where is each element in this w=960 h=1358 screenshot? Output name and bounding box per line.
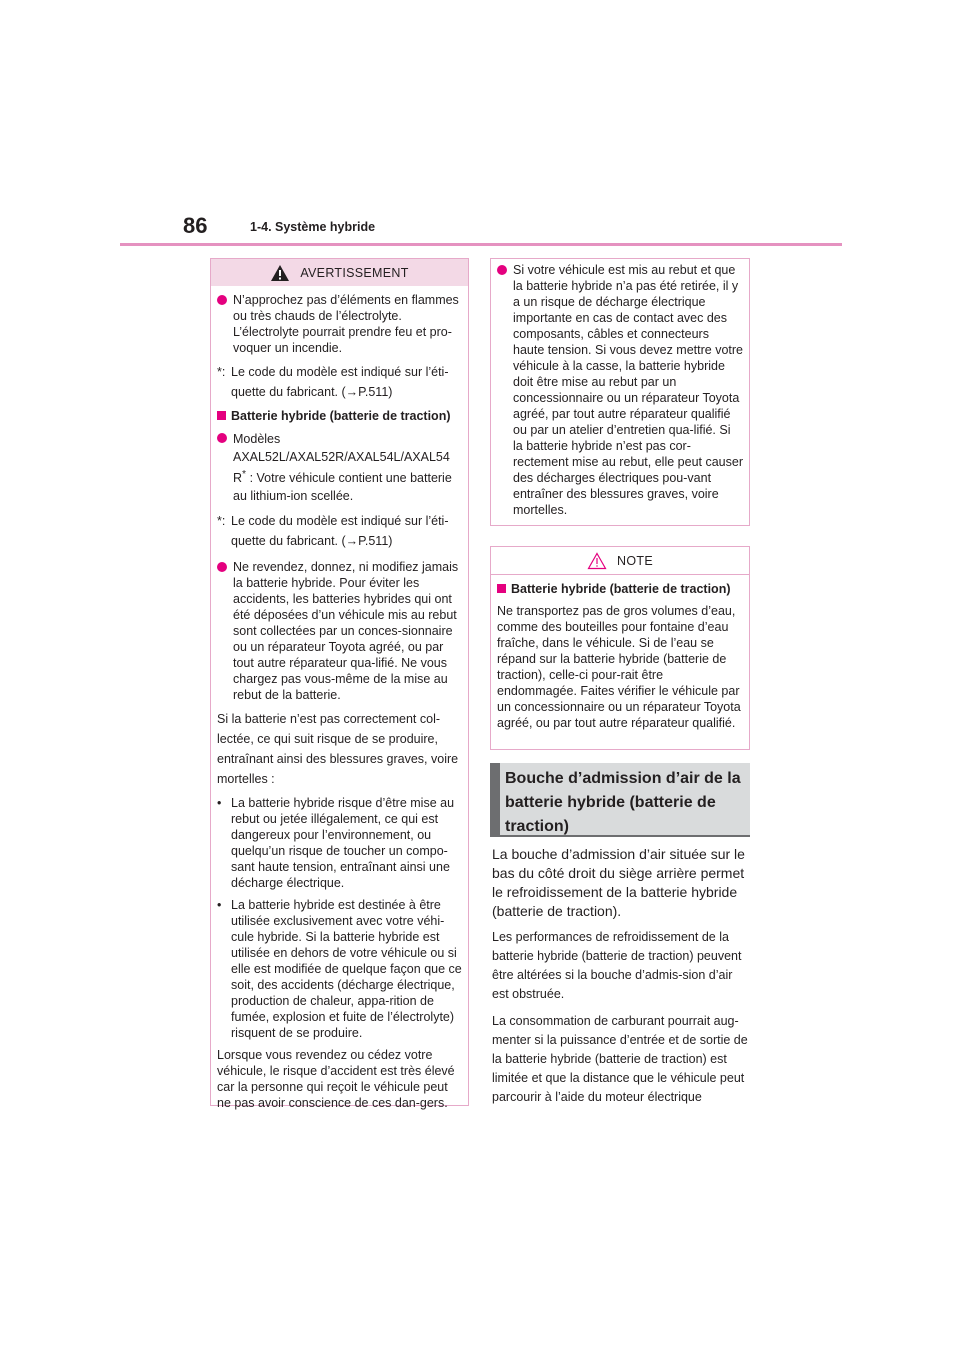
heading-bar [490,763,500,835]
list-item [217,430,462,505]
list-item-text [233,430,462,505]
square-bullet-icon [217,411,226,420]
note-box-title: NOTE [617,553,653,568]
dash-mark: • [217,898,222,913]
paragraph: Les performances de refroidissement de la batterie hybride (batterie de traction) peuvent être altérées si la bouche d’admis-sion d’air est obstruée. [492,930,742,1001]
paragraph: Si la batterie n’est pas correctement col-lectée, ce qui suit risque de se produire, entraînant ainsi des blessures graves, voire mortelles : [217,712,459,787]
list-item-text: La batterie hybride risque d’être mise au rebut ou jetée illégalement, ce qui est dangereux pour l’environnement, ou quelqu’un risque de toucher un compo-sant haute tension, entraînant ainsi une décharge électrique. [231,796,455,891]
note-box-header [491,547,749,575]
warning-box-header [211,259,468,286]
warning-continued-box [490,258,750,526]
subheading-text: Batterie hybride (batterie de traction) [231,409,451,423]
paragraph: La consommation de carburant pourrait aug-menter si la puissance d’entrée et de sortie de la batterie hybride (batterie de traction) est limitée et que la distance que le véhicule peut parcourir à l’aide du moteur électrique [492,1014,748,1104]
header-rule [120,243,842,246]
list-item-text: N’approchez pas d’éléments en flammes ou très chauds de l’électrolyte. L’électrolyte pourrait prendre feu et pro-voquer un incendie. [233,293,459,355]
bullet-icon [217,433,227,443]
list-item-text: Si votre véhicule est mis au rebut et que la batterie hybride n’a pas été retirée, il y a un risque de décharge électrique importante en cas de contact avec des composants, câbles et connecteurs haute tension. Si vous devez mettre votre véhicule à la casse, la batterie hybride doit être mise au rebut par un concessionnaire ou un réparateur Toyota agréé, par tout autre réparateur qualifié ou par un atelier d’entretien qua-lifié. Si la batterie hybride n’est pas cor-rectement mise au rebut, elle peut causer des décharges électriques pou-vant entraîner des blessures graves, voire mortelles. [513,263,743,517]
paragraph: Ne transportez pas de gros volumes d’eau, comme des bouteilles pour fontaine d’eau fraîche, dans le véhicule. Si de l’eau se répand sur la batterie hybride (batterie de traction), celle-ci pour-rait être endommagée. Faites vérifier le véhicule par un concessionnaire ou un réparateur Toyota agréé, ou par tout autre réparateur qualifié. [497,604,741,730]
note-box [490,546,750,750]
list-item-continuation: : Votre véhicule contient une batterie au lithium-ion scellée. [233,471,452,504]
subheading [217,408,462,424]
square-bullet-icon [497,584,506,593]
list-item [497,262,743,518]
list-item [217,795,462,891]
paragraph: Lorsque vous revendez ou cédez votre véhicule, le risque d’accident est très élevé car la personne qui reçoit le véhicule peut ne pas avoir conscience de ces dan-gers. [217,1048,455,1111]
subheading [497,581,743,597]
footnote-mark: *: [217,514,226,529]
warning-box [210,258,469,1111]
bullet-icon [497,265,507,275]
section-title: 1-4. Système hybride [250,220,376,234]
section-heading-text: Bouche d’admission d’air de la batterie hybride (batterie de traction) [505,770,741,835]
warning-triangle-icon [270,264,290,282]
list-item [217,559,462,703]
list-item [217,292,462,356]
lead-paragraph: La bouche d’admission d’air située sur le bas du côté droit du siège arrière permet le refroidissement de la batterie hybride (batterie de traction). [492,846,745,919]
dash-mark: • [217,796,222,811]
subheading-text: Batterie hybride (batterie de traction) [511,582,731,596]
bullet-icon [217,295,227,305]
footnote [217,362,462,402]
footnote-text: Le code du modèle est indiqué sur l’éti-quette du fabricant. (→P.511) [231,365,449,399]
model-codes: Modèles AXAL52L/AXAL52R/AXAL54L/AXAL54 R [233,432,450,486]
footnote [217,511,462,551]
warning-box-title: AVERTISSEMENT [300,265,409,280]
caution-triangle-icon [587,552,607,570]
footnote-text: Le code du modèle est indiqué sur l’éti-quette du fabricant. (→P.511) [231,514,449,549]
list-item [217,897,462,1041]
bullet-icon [217,562,227,572]
page-number: 86 [183,213,208,238]
footnote-ref: * [242,469,247,480]
warning-box-body [211,286,468,1117]
list-item-text: Ne revendez, donnez, ni modifiez jamais la batterie hybride. Pour éviter les accidents, les batteries hybrides qui ont été déposées d’un véhicule mis au rebut sont collectées par un conces-sionnaire ou un réparateur Toyota agréé, ou par tout autre réparateur qua-lifié. Ne vous chargez pas vous-même de la mise au rebut de la batterie. [233,560,459,703]
warning-continued-body [491,259,749,530]
list-item-text: La batterie hybride est destinée à être utilisée exclusivement avec votre véhi-cule hybride. Si la batterie hybride est utilisée en dehors de votre véhicule ou si elle est modifiée de quelque façon que ce soit, des accidents (décharge électrique, production de chaleur, appa-rition de fumée, explosion et fuite de l’électrolyte) risquent de se produire. [231,898,462,1041]
footnote-mark: *: [217,365,226,379]
note-box-body [491,575,749,737]
section-heading [490,763,750,837]
